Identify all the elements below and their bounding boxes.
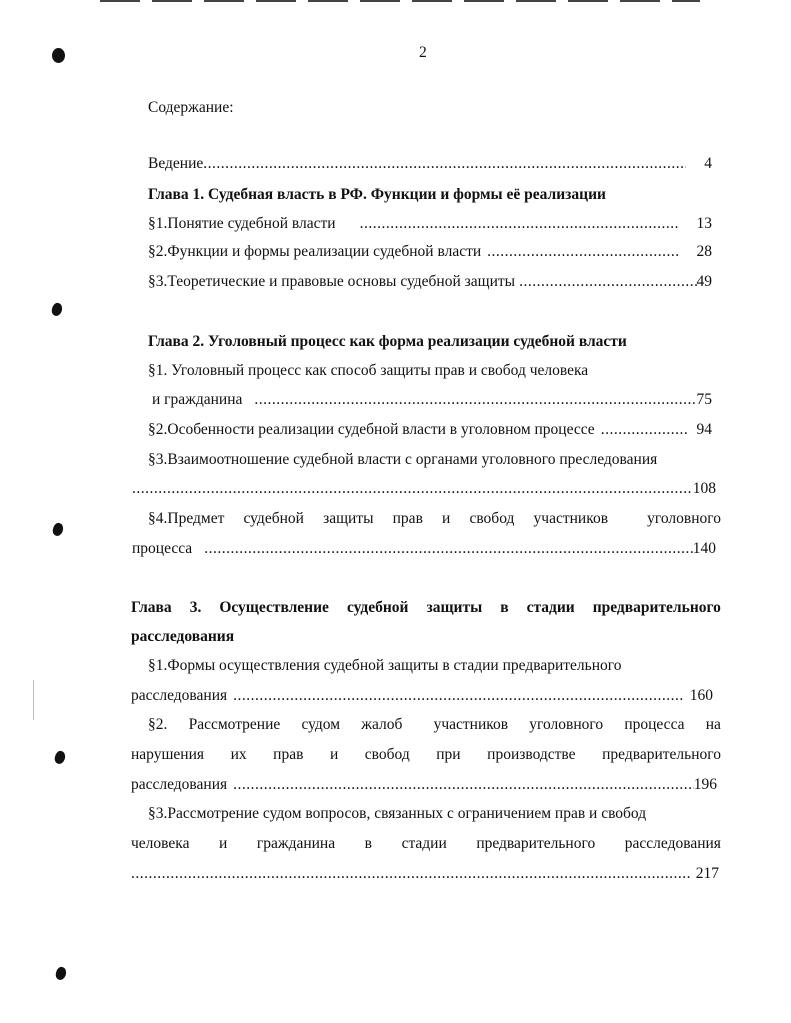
- toc-entry-label: расследования: [131, 776, 228, 793]
- word: на: [705, 716, 721, 733]
- word: стадии: [401, 835, 447, 852]
- leader-dots: [601, 421, 689, 439]
- scan-edge-line: [100, 0, 700, 2]
- word: Глава: [131, 599, 172, 616]
- chapter-2-title: Глава 2. Уголовный процесс как форма реализации судебной власти: [148, 333, 627, 350]
- word: защиты: [426, 599, 483, 616]
- word: и: [442, 510, 451, 527]
- leader-dots: [132, 480, 693, 498]
- punch-hole-mark: [53, 750, 67, 766]
- toc-entry-page: 49: [696, 273, 712, 290]
- toc-entry-page: 196: [693, 776, 717, 793]
- toc-entry-ch3-s1-line1: §1.Формы осуществления судебной защиты в стадии предварительного: [148, 657, 622, 674]
- toc-entry-ch2-s1-line2: [152, 391, 712, 409]
- word: в: [500, 599, 509, 616]
- word: и: [329, 746, 339, 763]
- toc-entry-ch1-s2: [148, 243, 712, 261]
- toc-entry-ch1-s3: [148, 273, 712, 291]
- leader-dots: [254, 391, 696, 409]
- word: уголовного: [647, 510, 721, 527]
- chapter-3-title-line2: расследования: [131, 628, 235, 645]
- toc-entry-ch3-s1-line2: [131, 687, 713, 705]
- toc-entry-label: расследования: [131, 687, 228, 704]
- word: свобод: [364, 746, 410, 763]
- word: уголовного: [529, 716, 604, 733]
- toc-entry-label: процесса: [132, 540, 193, 557]
- toc-entry-intro: [148, 155, 712, 173]
- word: гражданина: [256, 835, 336, 852]
- toc-entry-ch1-s1: [148, 215, 712, 233]
- word: предварительного: [592, 599, 721, 616]
- word: прав: [273, 746, 304, 763]
- leader-dots: [131, 865, 692, 883]
- toc-entry-page: 140: [692, 540, 716, 557]
- punch-hole-mark: [51, 522, 65, 538]
- word: их: [230, 746, 247, 763]
- word: производстве: [487, 746, 576, 763]
- toc-entry-ch2-s1-line1: §1. Уголовный процесс как способ защиты прав и свобод человека: [148, 362, 589, 379]
- toc-entry-page: 28: [696, 243, 712, 260]
- word: 3.: [189, 599, 202, 616]
- toc-entry-label: §2.Функции и формы реализации судебной власти: [148, 243, 482, 260]
- word: жалоб: [361, 716, 403, 733]
- toc-entry-label: и гражданина: [152, 391, 243, 408]
- toc-entry-ch3-s3-line3: [131, 865, 719, 883]
- punch-hole-mark: [52, 48, 65, 63]
- toc-entry-page: 217: [695, 865, 719, 882]
- toc-entry-ch3-s2-line3: [131, 776, 717, 794]
- toc-entry-ch3-s3-line2: [131, 835, 721, 853]
- word: нарушения: [131, 746, 205, 763]
- toc-entry-page: 4: [704, 155, 712, 172]
- toc-entry-label: §2.Особенности реализации судебной власти в уголовном процессе: [148, 421, 595, 438]
- punch-hole-mark: [50, 302, 64, 318]
- word: защиты: [323, 510, 374, 527]
- word: расследования: [624, 835, 721, 852]
- toc-entry-ch2-s2: [148, 421, 712, 439]
- word: человека: [131, 835, 190, 852]
- toc-entry-label: Ведение: [148, 155, 204, 172]
- leader-dots: [204, 540, 693, 558]
- word: в: [364, 835, 372, 852]
- toc-entry-page: 94: [696, 421, 712, 438]
- word: Осуществление: [219, 599, 329, 616]
- page-number: 2: [419, 44, 427, 61]
- word: процесса: [624, 716, 685, 733]
- chapter-3-title-line1: [131, 599, 721, 617]
- toc-entry-ch2-s3-line2: [132, 480, 716, 498]
- word: участников: [533, 510, 609, 527]
- word: судом: [301, 716, 341, 733]
- leader-dots: [233, 687, 684, 705]
- leader-dots: [487, 243, 678, 261]
- leader-dots: [360, 215, 679, 233]
- leader-dots: [203, 155, 686, 173]
- word: и: [219, 835, 228, 852]
- word: прав: [392, 510, 423, 527]
- toc-entry-label: §3.Теоретические и правовые основы судебной защиты: [148, 273, 516, 290]
- toc-entry-page: 108: [692, 480, 716, 497]
- word: стадии: [526, 599, 575, 616]
- toc-entry-label: §1.Понятие судебной власти: [148, 215, 336, 232]
- toc-entry-ch3-s2-line2: [131, 746, 721, 764]
- toc-entry-ch2-s3-line1: §3.Взаимоотношение судебной власти с органами уголовного преследования: [148, 451, 658, 468]
- toc-entry-ch3-s3-line1: §3.Рассмотрение судом вопросов, связанных с ограничением прав и свобод: [148, 805, 647, 822]
- leader-dots: [233, 776, 694, 794]
- leader-dots: [519, 273, 696, 291]
- word: свобод: [469, 510, 515, 527]
- word: предварительного: [602, 746, 721, 763]
- toc-entry-page: 13: [696, 215, 712, 232]
- word: предварительного: [476, 835, 596, 852]
- word: при: [436, 746, 461, 763]
- toc-entry-page: 75: [696, 391, 712, 408]
- scan-margin-line: [33, 680, 34, 720]
- toc-entry-ch3-s2-line1: [148, 716, 721, 734]
- word: §2.: [148, 716, 168, 733]
- punch-hole-mark: [54, 966, 68, 982]
- word: судебной: [346, 599, 409, 616]
- chapter-1-title: Глава 1. Судебная власть в РФ. Функции и формы её реализации: [148, 186, 606, 203]
- toc-entry-page: 160: [689, 687, 713, 704]
- toc-entry-ch2-s4-line2: [132, 540, 716, 558]
- contents-title: Содержание:: [148, 99, 234, 116]
- word: судебной: [243, 510, 304, 527]
- word: §4.Предмет: [148, 510, 225, 527]
- word: участников: [433, 716, 509, 733]
- toc-entry-ch2-s4-line1: [148, 510, 721, 528]
- word: Рассмотрение: [188, 716, 281, 733]
